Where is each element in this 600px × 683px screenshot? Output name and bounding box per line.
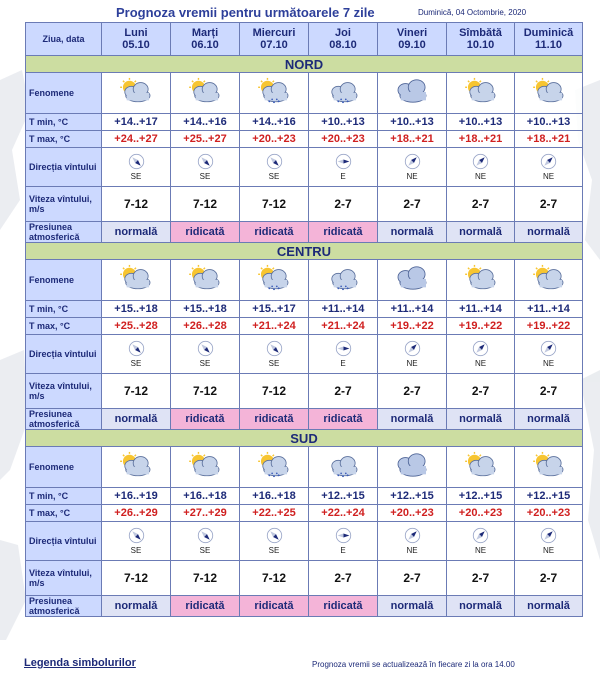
compass-icon xyxy=(266,527,283,544)
tmin-label: T min, °C xyxy=(26,114,102,131)
wind-direction-value: NE xyxy=(406,546,418,555)
wind-speed-cell: 2-7 xyxy=(309,187,378,222)
current-date: Duminică, 04 Octombrie, 2020 xyxy=(418,8,527,17)
pressure-label: Presiunea atmosferică xyxy=(26,222,102,243)
cloud-rain-icon xyxy=(325,466,361,483)
day-header xyxy=(240,23,309,56)
wind-direction-cell xyxy=(309,335,378,374)
days-header-row xyxy=(26,23,583,56)
wind-direction-cell xyxy=(447,148,515,187)
compass-icon xyxy=(540,527,557,544)
day-date: 06.10 xyxy=(191,39,219,51)
tmax-cell: +24..+27 xyxy=(102,131,171,148)
pressure-cell: ridicată xyxy=(309,596,378,617)
compass-icon xyxy=(472,527,489,544)
wind-direction-value: E xyxy=(340,172,346,181)
tmin-cell: +11..+14 xyxy=(378,301,447,318)
sun-cloud-rain-icon xyxy=(256,92,292,109)
wind-direction-value: SE xyxy=(268,546,280,555)
tmax-cell: +22..+24 xyxy=(309,505,378,522)
compass-icon xyxy=(128,153,145,170)
compass-icon xyxy=(266,153,283,170)
day-header xyxy=(102,23,171,56)
phenomena-cell xyxy=(378,447,447,488)
wind-speed-row xyxy=(26,561,583,596)
compass-icon xyxy=(540,340,557,357)
tmax-cell: +21..+24 xyxy=(240,318,309,335)
compass-icon xyxy=(540,153,557,170)
day-name: Vineri xyxy=(396,27,428,39)
wind-direction-value: NE xyxy=(542,172,555,181)
day-header xyxy=(378,23,447,56)
compass-icon xyxy=(335,527,352,544)
tmin-cell: +12..+15 xyxy=(378,488,447,505)
wind-speed-cell: 2-7 xyxy=(309,374,378,409)
compass-icon xyxy=(335,153,352,170)
compass-icon xyxy=(128,340,145,357)
pressure-cell: normală xyxy=(378,409,447,430)
cloud-rain-icon xyxy=(325,92,361,109)
wind-speed-cell: 2-7 xyxy=(515,374,583,409)
wind-direction-value: NE xyxy=(542,359,555,368)
tmax-cell: +25..+27 xyxy=(171,131,240,148)
wind-direction-value: E xyxy=(340,359,346,368)
tmin-cell: +11..+14 xyxy=(515,301,583,318)
wind-speed-cell: 2-7 xyxy=(378,561,447,596)
page-title: Prognoza vremii pentru următoarele 7 zile xyxy=(116,5,375,20)
tmax-cell: +19..+22 xyxy=(447,318,515,335)
phenomena-cell xyxy=(240,260,309,301)
tmax-cell: +20..+23 xyxy=(309,131,378,148)
day-date: 11.10 xyxy=(535,39,562,51)
compass-icon xyxy=(404,153,421,170)
wind-speed-cell: 7-12 xyxy=(171,187,240,222)
compass-icon xyxy=(197,340,214,357)
wind-direction-cell xyxy=(309,522,378,561)
tmax-cell: +20..+23 xyxy=(378,505,447,522)
phenomena-cell xyxy=(515,260,583,301)
phenomena-cell xyxy=(240,447,309,488)
region-title: SUD xyxy=(26,430,583,447)
wind-direction-row xyxy=(26,148,583,187)
day-name: Luni xyxy=(124,27,148,39)
tmin-row xyxy=(26,488,583,505)
sun-cloud-icon xyxy=(463,466,499,483)
sun-cloud-icon xyxy=(118,279,154,296)
wind-direction-value: SE xyxy=(199,359,211,368)
wind-direction-value: SE xyxy=(130,172,142,181)
sun-cloud-icon xyxy=(187,279,223,296)
phenomena-cell xyxy=(309,73,378,114)
pressure-row xyxy=(26,222,583,243)
wind-direction-row xyxy=(26,522,583,561)
tmax-cell: +19..+22 xyxy=(378,318,447,335)
sun-cloud-icon xyxy=(531,92,567,109)
tmin-cell: +15..+17 xyxy=(240,301,309,318)
wind-speed-cell: 2-7 xyxy=(515,187,583,222)
wind-direction-cell xyxy=(378,335,447,374)
tmin-row xyxy=(26,114,583,131)
wind-direction-cell xyxy=(171,522,240,561)
wind-direction-value: NE xyxy=(406,359,418,368)
tmax-row xyxy=(26,131,583,148)
phenomena-label: Fenomene xyxy=(26,447,102,488)
pressure-label: Presiunea atmosferică xyxy=(26,596,102,617)
wind-direction-value: NE xyxy=(542,546,555,555)
sun-cloud-rain-icon xyxy=(256,466,292,483)
sun-cloud-icon xyxy=(118,92,154,109)
phenomena-cell xyxy=(515,447,583,488)
wind-direction-cell xyxy=(515,335,583,374)
wind-speed-cell: 2-7 xyxy=(378,374,447,409)
sun-cloud-icon xyxy=(531,466,567,483)
tmax-cell: +21..+24 xyxy=(309,318,378,335)
wind-direction-value: NE xyxy=(406,172,418,181)
wind-direction-cell xyxy=(171,148,240,187)
wind-direction-label: Direcția vîntului xyxy=(26,335,102,374)
tmin-cell: +10..+13 xyxy=(515,114,583,131)
phenomena-label: Fenomene xyxy=(26,73,102,114)
phenomena-cell xyxy=(171,447,240,488)
day-date: 07.10 xyxy=(260,39,288,51)
tmin-cell: +16..+18 xyxy=(171,488,240,505)
tmax-row xyxy=(26,318,583,335)
day-date: 08.10 xyxy=(329,39,357,51)
tmax-cell: +25..+28 xyxy=(102,318,171,335)
tmin-cell: +14..+16 xyxy=(240,114,309,131)
phenomena-cell xyxy=(309,260,378,301)
pressure-cell: normală xyxy=(378,596,447,617)
sun-cloud-icon xyxy=(531,279,567,296)
wind-speed-cell: 2-7 xyxy=(447,187,515,222)
wind-direction-label: Direcția vîntului xyxy=(26,522,102,561)
day-header xyxy=(515,23,583,56)
tmin-cell: +12..+15 xyxy=(447,488,515,505)
pressure-cell: ridicată xyxy=(171,596,240,617)
wind-direction-row xyxy=(26,335,583,374)
tmax-cell: +18..+21 xyxy=(378,131,447,148)
wind-direction-cell xyxy=(378,148,447,187)
tmin-cell: +11..+14 xyxy=(309,301,378,318)
tmin-label: T min, °C xyxy=(26,301,102,318)
sun-cloud-icon xyxy=(463,279,499,296)
phenomena-cell xyxy=(447,73,515,114)
region-title: CENTRU xyxy=(26,243,583,260)
wind-speed-cell: 7-12 xyxy=(102,374,171,409)
day-date: 09.10 xyxy=(398,39,426,51)
pressure-cell: ridicată xyxy=(240,409,309,430)
wind-speed-cell: 2-7 xyxy=(447,561,515,596)
compass-icon xyxy=(197,527,214,544)
tmax-cell: +27..+29 xyxy=(171,505,240,522)
tmin-cell: +12..+15 xyxy=(515,488,583,505)
cloud-rain-icon xyxy=(325,279,361,296)
legend-link[interactable]: Legenda simbolurilor xyxy=(24,657,136,669)
wind-speed-cell: 7-12 xyxy=(102,561,171,596)
update-note: Prognoza vremii se actualizează în fiecare zi la ora 14.00 xyxy=(312,660,515,669)
region-row xyxy=(26,243,583,260)
day-header xyxy=(309,23,378,56)
wind-speed-label: Viteza vîntului, m/s xyxy=(26,561,102,596)
sun-cloud-icon xyxy=(463,92,499,109)
pressure-cell: ridicată xyxy=(309,222,378,243)
tmax-cell: +20..+23 xyxy=(447,505,515,522)
tmax-cell: +19..+22 xyxy=(515,318,583,335)
page-header xyxy=(0,0,600,20)
tmin-cell: +10..+13 xyxy=(378,114,447,131)
tmax-cell: +26..+28 xyxy=(171,318,240,335)
tmax-cell: +18..+21 xyxy=(515,131,583,148)
pressure-cell: normală xyxy=(515,409,583,430)
wind-direction-value: SE xyxy=(130,359,142,368)
wind-speed-label: Viteza vîntului, m/s xyxy=(26,187,102,222)
pressure-row xyxy=(26,596,583,617)
wind-direction-cell xyxy=(447,522,515,561)
wind-direction-value: SE xyxy=(130,546,142,555)
tmax-cell: +18..+21 xyxy=(447,131,515,148)
wind-direction-cell xyxy=(515,148,583,187)
phenomena-cell xyxy=(378,73,447,114)
wind-direction-cell xyxy=(309,148,378,187)
day-name: Marți xyxy=(191,27,219,39)
compass-icon xyxy=(404,527,421,544)
day-header xyxy=(171,23,240,56)
wind-direction-value: SE xyxy=(268,172,280,181)
tmax-label: T max, °C xyxy=(26,131,102,148)
day-column-label: Ziua, data xyxy=(26,23,102,56)
tmin-cell: +10..+13 xyxy=(447,114,515,131)
pressure-cell: ridicată xyxy=(171,222,240,243)
wind-speed-cell: 7-12 xyxy=(240,187,309,222)
region-row xyxy=(26,430,583,447)
wind-direction-cell xyxy=(240,335,309,374)
phenomena-row xyxy=(26,447,583,488)
wind-direction-value: NE xyxy=(474,172,487,181)
compass-icon xyxy=(404,340,421,357)
pressure-cell: normală xyxy=(102,222,171,243)
wind-speed-cell: 2-7 xyxy=(515,561,583,596)
day-name: Miercuri xyxy=(252,27,296,39)
region-row xyxy=(26,56,583,73)
tmin-label: T min, °C xyxy=(26,488,102,505)
pressure-cell: normală xyxy=(515,222,583,243)
pressure-cell: normală xyxy=(515,596,583,617)
tmax-label: T max, °C xyxy=(26,318,102,335)
sun-cloud-rain-icon xyxy=(256,279,292,296)
phenomena-cell xyxy=(447,260,515,301)
phenomena-cell xyxy=(240,73,309,114)
pressure-cell: normală xyxy=(102,596,171,617)
wind-direction-cell xyxy=(378,522,447,561)
sun-cloud-icon xyxy=(187,466,223,483)
tmin-cell: +15..+18 xyxy=(102,301,171,318)
tmin-cell: +14..+17 xyxy=(102,114,171,131)
compass-icon xyxy=(472,153,489,170)
wind-direction-cell xyxy=(515,522,583,561)
phenomena-row xyxy=(26,260,583,301)
phenomena-cell xyxy=(309,447,378,488)
sun-cloud-icon xyxy=(118,466,154,483)
tmin-cell: +12..+15 xyxy=(309,488,378,505)
pressure-cell: ridicată xyxy=(171,409,240,430)
pressure-cell: ridicată xyxy=(240,222,309,243)
wind-direction-cell xyxy=(102,148,171,187)
tmax-cell: +20..+23 xyxy=(240,131,309,148)
phenomena-cell xyxy=(102,447,171,488)
day-name: Sîmbătă xyxy=(459,27,502,39)
cloud-icon xyxy=(394,466,430,483)
wind-direction-value: SE xyxy=(199,546,211,555)
pressure-label: Presiunea atmosferică xyxy=(26,409,102,430)
pressure-row xyxy=(26,409,583,430)
tmax-cell: +22..+25 xyxy=(240,505,309,522)
phenomena-row xyxy=(26,73,583,114)
pressure-cell: ridicată xyxy=(309,409,378,430)
day-date: 10.10 xyxy=(466,39,495,51)
tmin-row xyxy=(26,301,583,318)
pressure-cell: ridicată xyxy=(240,596,309,617)
phenomena-cell xyxy=(378,260,447,301)
wind-direction-label: Direcția vîntului xyxy=(26,148,102,187)
phenomena-cell xyxy=(102,73,171,114)
wind-speed-row xyxy=(26,187,583,222)
pressure-cell: normală xyxy=(378,222,447,243)
compass-icon xyxy=(128,527,145,544)
wind-direction-cell xyxy=(447,335,515,374)
wind-direction-value: NE xyxy=(474,546,487,555)
wind-direction-value: SE xyxy=(199,172,211,181)
phenomena-cell xyxy=(515,73,583,114)
day-name: Joi xyxy=(335,27,351,39)
tmax-cell: +20..+23 xyxy=(515,505,583,522)
tmin-cell: +15..+18 xyxy=(171,301,240,318)
wind-speed-label: Viteza vîntului, m/s xyxy=(26,374,102,409)
wind-direction-cell xyxy=(171,335,240,374)
tmax-label: T max, °C xyxy=(26,505,102,522)
wind-direction-cell xyxy=(240,148,309,187)
pressure-cell: normală xyxy=(102,409,171,430)
tmax-row xyxy=(26,505,583,522)
sun-cloud-icon xyxy=(187,92,223,109)
wind-direction-cell xyxy=(102,522,171,561)
cloud-icon xyxy=(394,92,430,109)
pressure-cell: normală xyxy=(447,409,515,430)
wind-speed-cell: 7-12 xyxy=(240,374,309,409)
day-header xyxy=(447,23,515,56)
phenomena-label: Fenomene xyxy=(26,260,102,301)
wind-speed-row xyxy=(26,374,583,409)
wind-speed-cell: 2-7 xyxy=(447,374,515,409)
wind-direction-value: NE xyxy=(474,359,487,368)
tmin-cell: +16..+18 xyxy=(240,488,309,505)
cloud-icon xyxy=(394,279,430,296)
day-name: Duminică xyxy=(523,27,574,39)
region-title: NORD xyxy=(26,56,583,73)
wind-direction-value: E xyxy=(340,546,346,555)
compass-icon xyxy=(197,153,214,170)
pressure-cell: normală xyxy=(447,596,515,617)
wind-speed-cell: 7-12 xyxy=(240,561,309,596)
phenomena-cell xyxy=(447,447,515,488)
wind-speed-cell: 7-12 xyxy=(171,374,240,409)
phenomena-cell xyxy=(171,260,240,301)
tmin-cell: +11..+14 xyxy=(447,301,515,318)
tmin-cell: +16..+19 xyxy=(102,488,171,505)
wind-speed-cell: 7-12 xyxy=(171,561,240,596)
compass-icon xyxy=(335,340,352,357)
wind-direction-cell xyxy=(102,335,171,374)
phenomena-cell xyxy=(171,73,240,114)
pressure-cell: normală xyxy=(447,222,515,243)
tmax-cell: +26..+29 xyxy=(102,505,171,522)
phenomena-cell xyxy=(102,260,171,301)
compass-icon xyxy=(472,340,489,357)
wind-direction-cell xyxy=(240,522,309,561)
page-footer xyxy=(0,650,600,683)
wind-direction-value: SE xyxy=(268,359,280,368)
wind-speed-cell: 7-12 xyxy=(102,187,171,222)
forecast-table xyxy=(25,22,583,617)
wind-speed-cell: 2-7 xyxy=(378,187,447,222)
wind-speed-cell: 2-7 xyxy=(309,561,378,596)
tmin-cell: +14..+16 xyxy=(171,114,240,131)
tmin-cell: +10..+13 xyxy=(309,114,378,131)
day-date: 05.10 xyxy=(122,39,150,51)
compass-icon xyxy=(266,340,283,357)
